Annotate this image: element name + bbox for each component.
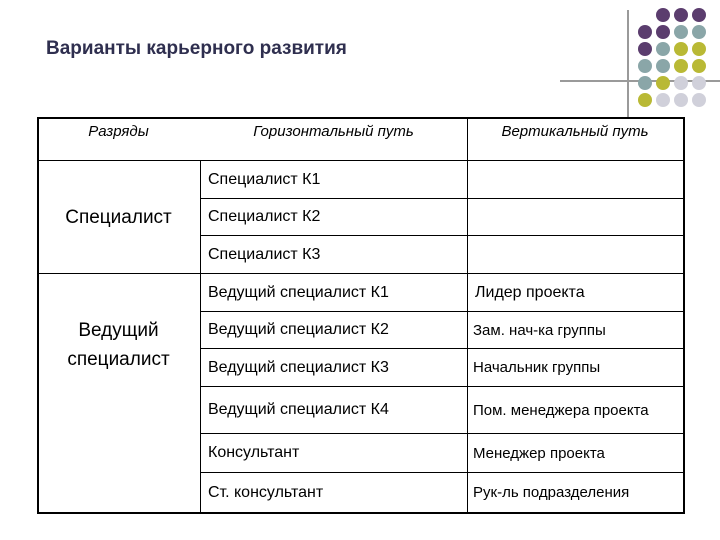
horizontal-cell: Специалист К2 <box>208 208 321 225</box>
decorative-dot <box>638 25 652 39</box>
vertical-cell <box>467 161 683 198</box>
decorative-dot <box>674 25 688 39</box>
vertical-cell: Менеджер проекта <box>473 444 605 462</box>
header-ranks: Разряды <box>88 123 149 140</box>
decorative-dot <box>656 8 670 22</box>
horizontal-cell: Ведущий специалист К1 <box>208 283 389 301</box>
horizontal-cell: Ведущий специалист К4 <box>208 401 389 418</box>
decorative-dot <box>674 93 688 107</box>
horizontal-cell: Специалист К1 <box>208 170 321 188</box>
vertical-cell: Рук-ль подразделения <box>473 484 630 501</box>
rank-lead-line2: специалист <box>67 349 170 370</box>
decorative-dot <box>692 42 706 56</box>
decorative-vertical-line <box>627 10 629 118</box>
decorative-dot <box>638 42 652 56</box>
rank-lead-line1: Ведущий <box>78 320 159 341</box>
rank-lead-specialist <box>37 274 200 512</box>
slide-title: Варианты карьерного развития <box>46 38 347 59</box>
decorative-dot <box>638 76 652 90</box>
decorative-dot <box>692 59 706 73</box>
horizontal-cell: Ведущий специалист К3 <box>208 358 389 376</box>
decorative-dot <box>638 93 652 107</box>
horizontal-cell: Специалист К3 <box>208 245 321 263</box>
decorative-dot <box>656 59 670 73</box>
header-horizontal-path: Горизонтальный путь <box>253 123 414 140</box>
career-table <box>37 117 685 514</box>
horizontal-cell: Ст. консультант <box>208 483 324 501</box>
decorative-dot <box>692 76 706 90</box>
vertical-cell <box>467 199 683 235</box>
decorative-dot <box>638 59 652 73</box>
decorative-dot <box>656 93 670 107</box>
vertical-cell: Пом. менеджера проекта <box>473 401 649 419</box>
header-vertical-path: Вертикальный путь <box>501 123 649 140</box>
decorative-dot <box>674 8 688 22</box>
decorative-dot <box>692 25 706 39</box>
vertical-cell: Зам. нач-ка группы <box>473 321 606 339</box>
decorative-dot <box>692 8 706 22</box>
vertical-cell: Начальник группы <box>473 359 601 376</box>
decorative-dot <box>674 42 688 56</box>
decorative-dot <box>674 59 688 73</box>
decorative-dot <box>692 93 706 107</box>
decorative-dot-grid <box>638 8 718 112</box>
rank-specialist: Специалист <box>65 206 172 228</box>
horizontal-cell: Консультант <box>208 444 300 461</box>
vertical-cell <box>467 236 683 273</box>
horizontal-cell: Ведущий специалист К2 <box>208 321 389 338</box>
decorative-dot <box>674 76 688 90</box>
decorative-dot <box>656 76 670 90</box>
vertical-cell: Лидер проекта <box>475 283 585 301</box>
decorative-dot <box>656 42 670 56</box>
decorative-dot <box>656 25 670 39</box>
